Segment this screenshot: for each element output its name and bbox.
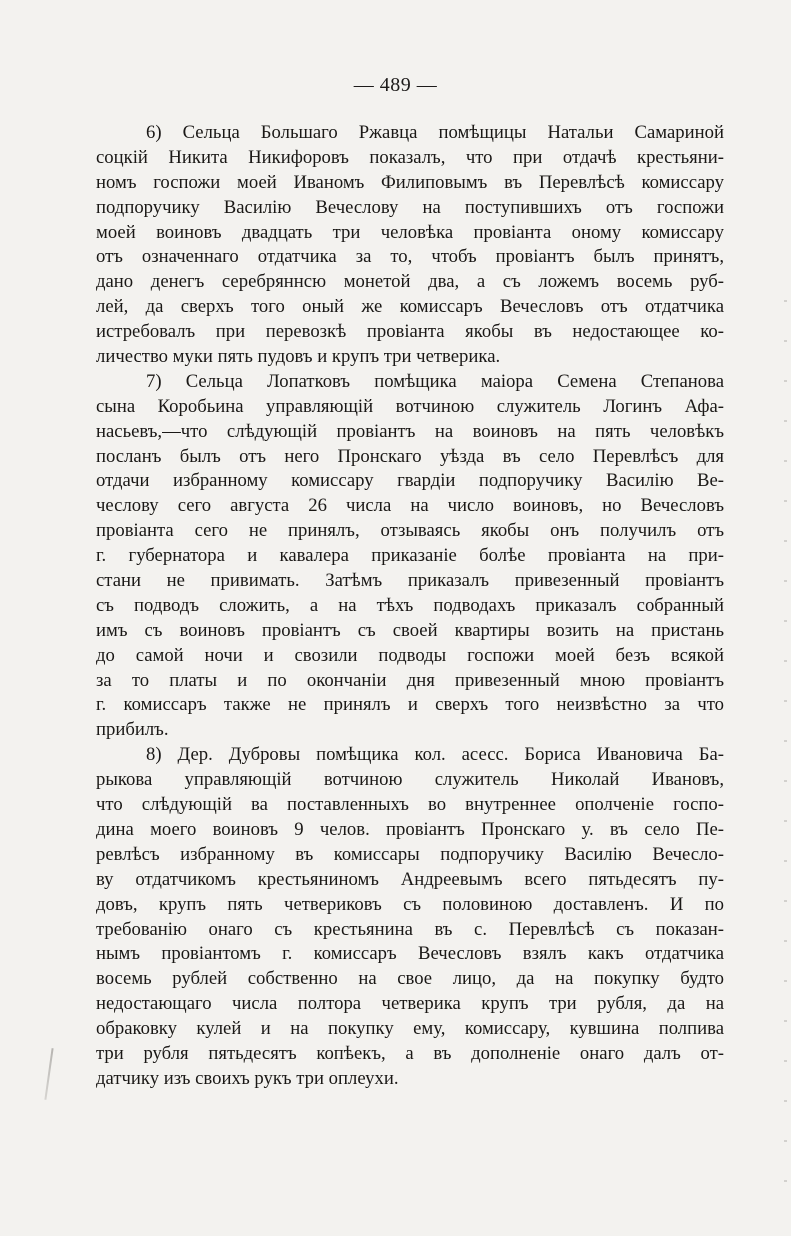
text-line: личество муки пять пудовъ и крупъ три четверика. [96, 346, 501, 368]
text-line: датчику изъ своихъ рукъ три оплеухи. [96, 1067, 399, 1089]
text-line: восемь рублей собственно на свое лицо, да на покупку будто [96, 968, 724, 990]
text-line: 8) Дер. Дубровы помѣщика кол. асесс. Бориса Ивановича Ба- [146, 744, 724, 766]
text-line: сына Коробьина управляющій вотчиною служитель Логинъ Афа- [96, 395, 724, 417]
text-line: имъ съ воиновъ провіантъ съ своей квартиры возить на пристань [96, 619, 724, 641]
text-line: за то платы и по окончаніи дня привезенный мною провіантъ [96, 669, 724, 691]
text-line: номъ госпожи моей Иваномъ Филиповымъ въ Перевлѣсѣ комиссару [96, 171, 724, 193]
text-line: 6) Сельца Большаго Ржавца помѣщицы Натальи Самариной [146, 122, 724, 143]
text-line: недостающаго числа полтора четверика крупъ три рубля, да на [96, 993, 724, 1015]
scan-edge-artifact [784, 300, 787, 1200]
text-line: рыкова управляющій вотчиною служитель Николай Ивановъ, [96, 769, 724, 791]
margin-pencil-mark [44, 1048, 53, 1100]
text-line: прибилъ. [96, 719, 169, 741]
text-line: отъ означеннаго отдатчика за то, чтобъ провіантъ былъ принятъ, [96, 246, 724, 268]
text-line: отдачи избранному комиссару гвардіи подпоручику Василію Ве- [96, 470, 724, 492]
text-line: съ подводъ сложить, а на тѣхъ подводахъ приказалъ собранный [96, 594, 724, 616]
text-line: 7) Сельца Лопатковъ помѣщика маіора Семена Степанова [146, 370, 724, 392]
text-line: чеслову сего августа 26 числа на число воиновъ, но Вечесловъ [96, 495, 724, 517]
text-line: подпоручику Василію Вечеслову на поступившихъ отъ госпожи [96, 196, 724, 218]
text-line: провіанта сего не принялъ, отзываясь якобы онъ получилъ отъ [96, 520, 724, 542]
text-line: нымъ провіантомъ г. комиссаръ Вечесловъ взялъ какъ отдатчика [96, 943, 724, 965]
text-line: г. комиссаръ также не принялъ и сверхъ того неизвѣстно за что [96, 694, 724, 716]
text-line: довъ, крупъ пять четвериковъ съ половиною доставленъ. И по [96, 893, 724, 915]
text-line: лей, да сверхъ того оный же комиссаръ Вечесловъ отъ отдатчика [96, 296, 724, 318]
text-line: соцкій Никита Никифоровъ показалъ, что при отдачѣ крестьяни- [96, 146, 724, 168]
page-number: — 489 — [353, 74, 438, 96]
text-line: стани не привимать. Затѣмъ приказалъ привезенный провіантъ [96, 570, 724, 592]
text-line: моей воиновъ двадцать три человѣка провіанта оному комиссару [96, 221, 724, 243]
text-line: дина моего воиновъ 9 челов. провіантъ Пронскаго у. въ село Пе- [96, 818, 724, 840]
body-text [96, 121, 724, 1092]
text-line: дано денегъ серебряннсю монетой два, а съ ложемъ восемь руб- [96, 271, 724, 293]
text-line: ву отдатчикомъ крестьяниномъ Андреевымъ всего пятьдесятъ пу- [96, 868, 724, 890]
text-line: г. губернатора и кавалера приказаніе болѣе провіанта на при- [96, 545, 724, 567]
text-line: три рубля пятьдесятъ копѣекъ, а въ дополненіе онаго далъ от- [96, 1042, 724, 1064]
text-line: до самой ночи и свозили подводы госпожи моей безъ всякой [96, 644, 724, 666]
text-line: насьевъ,—что слѣдующій провіантъ на воиновъ на пять человѣкъ [96, 420, 724, 442]
text-line: требованію онаго съ крестьянина въ с. Перевлѣсѣ съ показан- [96, 918, 724, 940]
text-line: посланъ былъ отъ него Пронскаго уѣзда въ село Перевлѣсъ для [96, 445, 724, 467]
text-line: обраковку кулей и на покупку ему, комиссару, кувшина полпива [96, 1018, 724, 1040]
text-line: истребовалъ при перевозкѣ провіанта якобы въ недостающее ко- [96, 321, 724, 343]
text-line: ревлѣсъ избранному въ комиссары подпоручику Василію Вечесло- [96, 843, 724, 865]
text-line: что слѣдующій ва поставленныхъ во внутреннее ополченіе госпо- [96, 794, 724, 816]
